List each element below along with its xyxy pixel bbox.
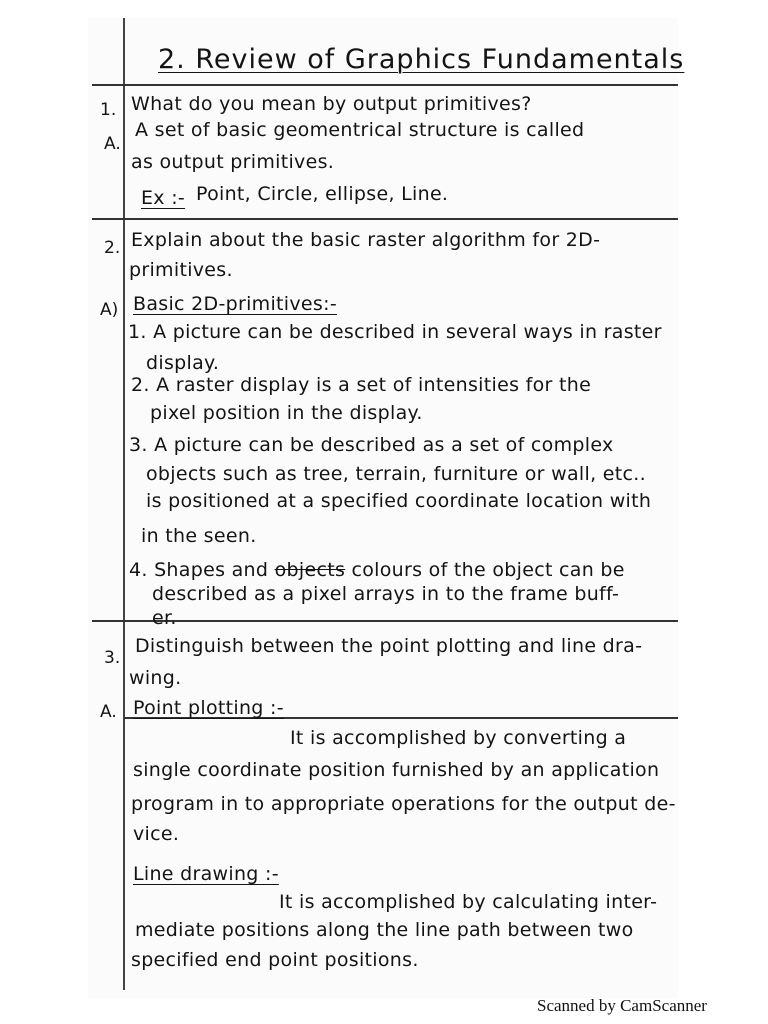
q3-question-line: Distinguish between the point plotting and line dra- [135, 635, 643, 657]
q2-item-3: 3. A picture can be described as a set of complex [129, 434, 614, 456]
q2-item-4-end: colours of the object can be [351, 559, 625, 581]
q3-question-line: wing. [129, 667, 182, 689]
q2-item-1-cont: display. [146, 352, 220, 374]
q1-answer-label: A. [104, 134, 121, 154]
q3-number: 3. [104, 648, 121, 668]
page-title: 2. Review of Graphics Fundamentals [158, 44, 685, 75]
section-divider-2 [92, 620, 678, 622]
q1-example-text: Point, Circle, ellipse, Line. [196, 183, 449, 205]
section-divider-1 [92, 218, 678, 220]
q3-ld-line: specified end point positions. [131, 949, 419, 971]
q1-question: What do you mean by output primitives? [131, 93, 532, 115]
q1-answer-line: A set of basic geomentrical structure is called [135, 119, 585, 141]
q2-item-4 [129, 558, 625, 582]
q3-pp-line: It is accomplished by converting a [290, 727, 627, 749]
q1-example-label: Ex :- [141, 187, 186, 209]
q1-number: 1. [100, 100, 117, 120]
q2-item-4-cont: described as a pixel arrays in to the frame buff- [152, 583, 620, 605]
q2-number: 2. [104, 238, 121, 258]
q3-ld-line: It is accomplished by calculating inter- [279, 891, 658, 913]
q2-answer-label: A) [100, 300, 119, 320]
q2-item-3-cont: is positioned at a specified coordinate location with [146, 490, 652, 512]
q2-item-4-start: 4. Shapes and [129, 559, 269, 581]
q2-question-line: Explain about the basic raster algorithm for 2D- [131, 229, 601, 251]
q3-ld-heading: Line drawing :- [133, 863, 279, 885]
q2-item-3-cont: in the seen. [141, 525, 257, 547]
q3-ld-line: mediate positions along the line path between two [135, 919, 634, 941]
q2-item-3-cont: objects such as tree, terrain, furniture or wall, etc.. [146, 463, 646, 485]
q1-answer-line: as output primitives. [131, 151, 335, 173]
margin-line [123, 18, 125, 990]
q3-answer-label: A. [100, 702, 117, 722]
q2-item-4-cont: er. [152, 607, 177, 629]
q3-pp-line: program in to appropriate operations for the output de- [131, 793, 676, 815]
q2-question-line: primitives. [129, 259, 233, 281]
q3-pp-heading: Point plotting :- [133, 697, 284, 719]
q2-item-2-cont: pixel position in the display. [150, 402, 423, 424]
q2-item-1: 1. A picture can be described in several ways in raster [128, 321, 662, 343]
q3-pp-line: vice. [133, 823, 180, 845]
title-rule [92, 84, 678, 86]
camscanner-watermark: Scanned by CamScanner [537, 996, 707, 1015]
q2-item-2: 2. A raster display is a set of intensities for the [131, 374, 592, 396]
q2-heading: Basic 2D-primitives:- [133, 293, 337, 315]
q3-pp-line: single coordinate position furnished by an application [133, 759, 660, 781]
q2-item-4-struck-word: objects [274, 559, 346, 581]
